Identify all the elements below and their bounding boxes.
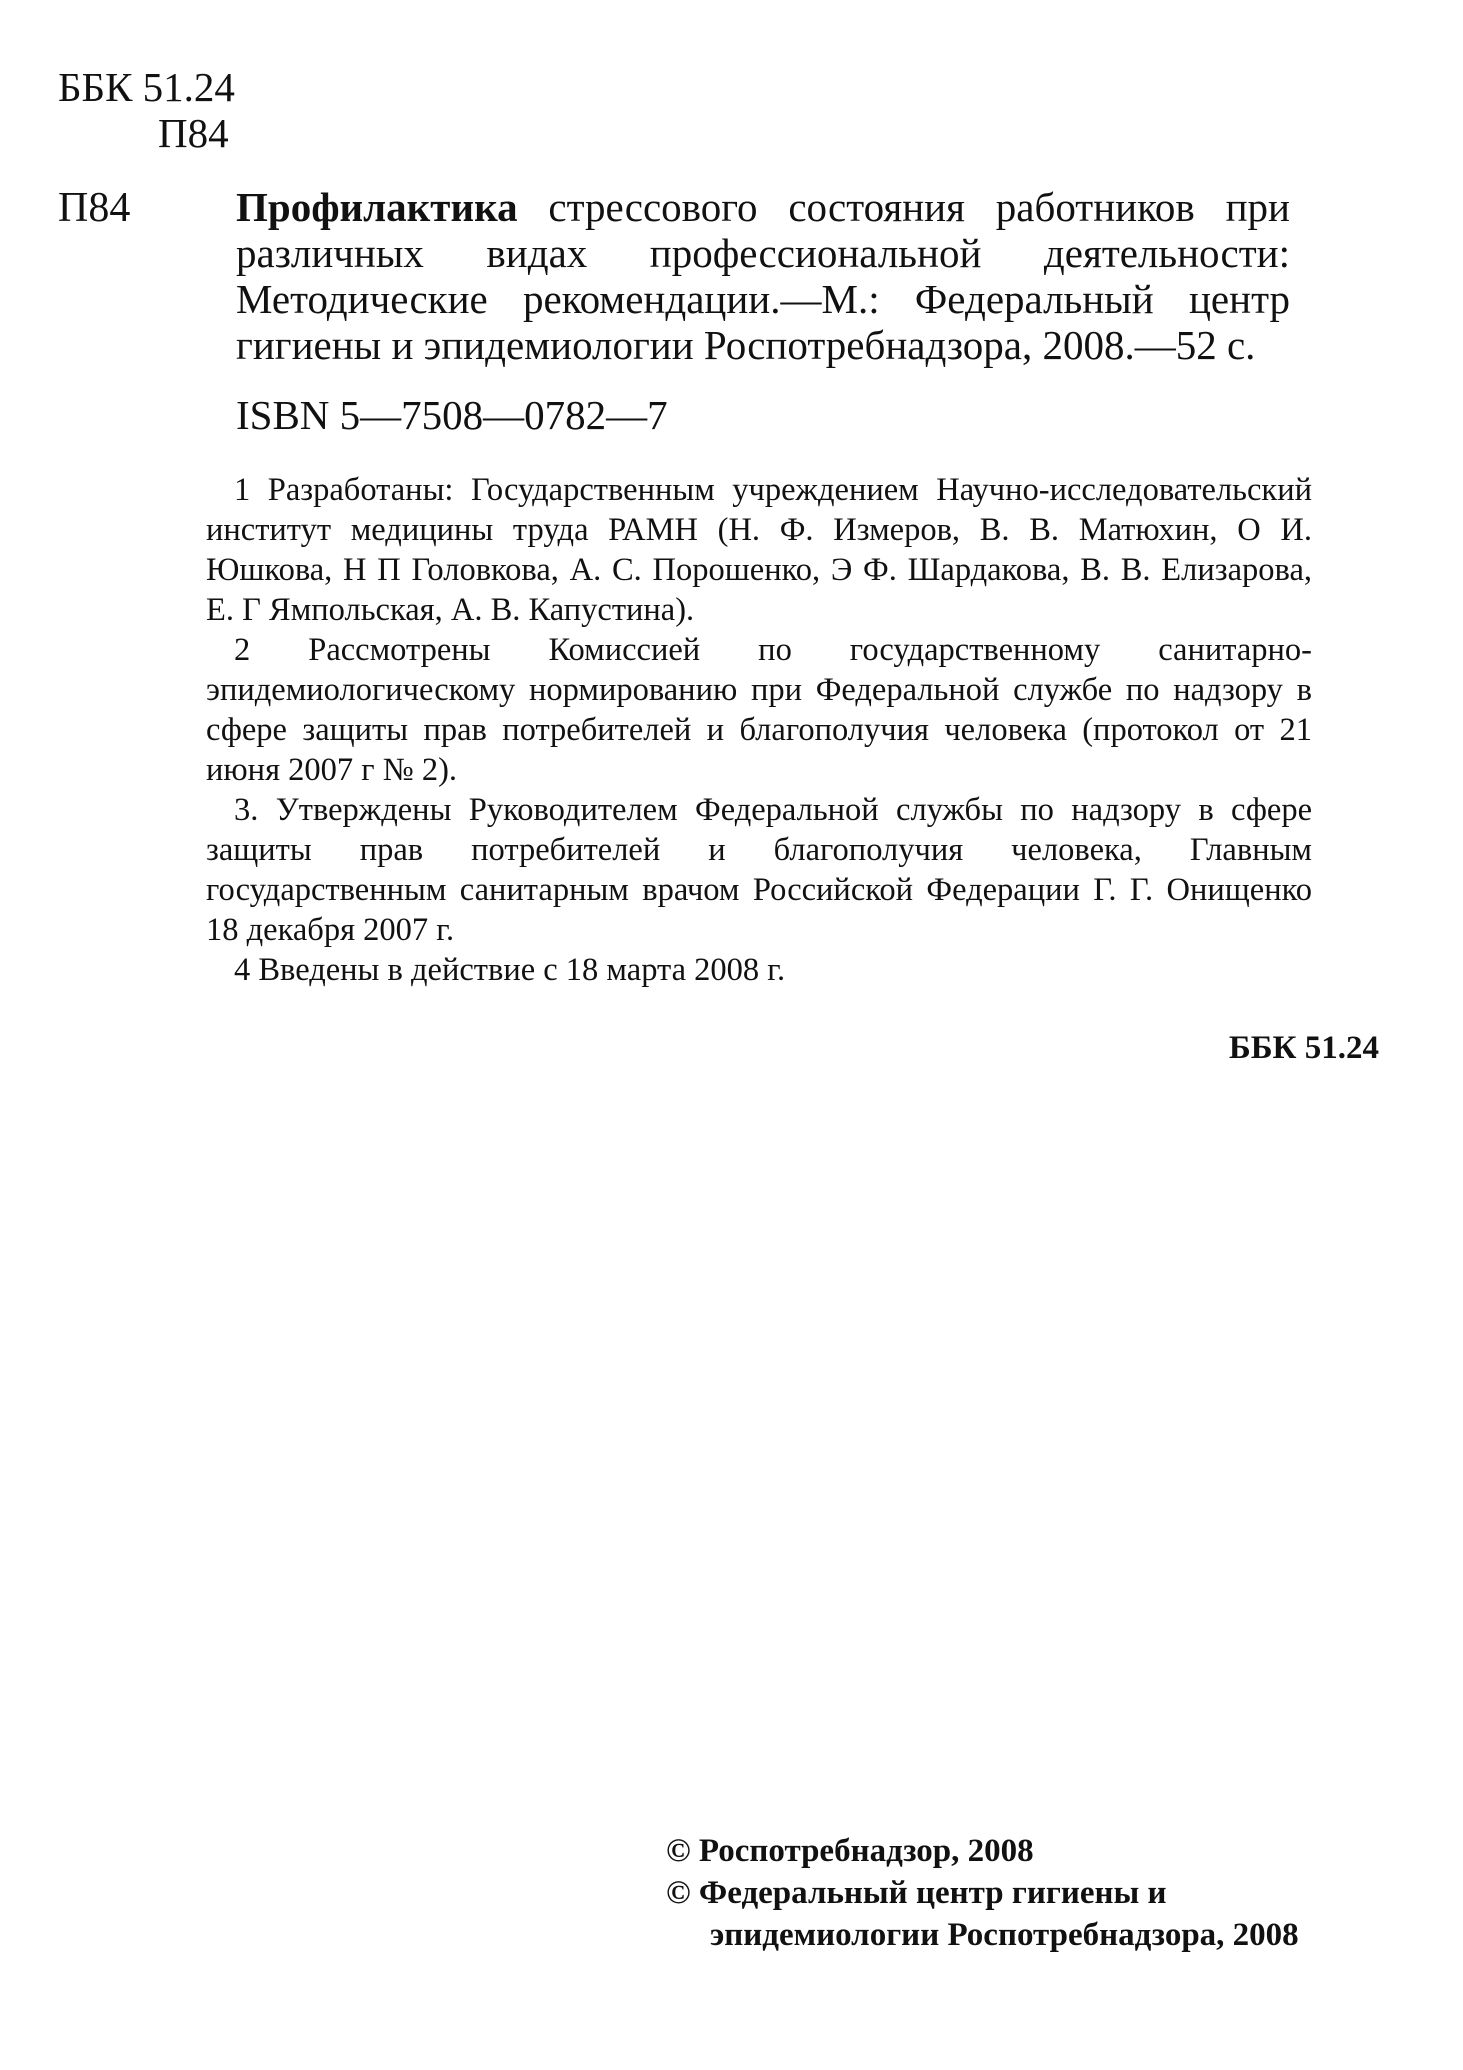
copyright-line-2: © Федеральный центр гигиены и	[666, 1875, 1167, 1911]
copyright-block	[666, 1830, 1299, 1956]
note-developed: 1 Разработаны: Государственным учреждением Научно-исследовательский институт медицины труда РАМН (Н. Ф. Измеров, В. В. Матюхин, О И. Юшкова, Н П Головкова, А. С. Порошенко, Э Ф. Шардакова, В. В. Елизарова, Е. Г Ямпольская, А. В. Капустина).	[206, 472, 1312, 628]
entry-code: П84	[58, 185, 131, 231]
copyright-line-1: © Роспотребнадзор, 2008	[666, 1833, 1034, 1869]
note-approved: 3. Утверждены Руководителем Федеральной службы по надзору в сфере защиты прав потребителей и благополучия человека, Главным государственным санитарным врачом Российской Федерации Г. Г. Онищенко 18 декабря 2007 г.	[206, 792, 1312, 948]
bbk-code: ББК 51.24	[58, 64, 235, 110]
entry-title: Профилактика	[236, 184, 518, 230]
bbk-footer: ББК 51.24	[1228, 1030, 1379, 1066]
author-sign: П84	[158, 110, 229, 156]
entry-description: стрессового состояния работников при различных видах профессиональной деятельности: Методические рекомендации.—М.: Федеральный центр гигиены и эпидемиологии Роспотребнадзора, 2008.—52 с.	[236, 184, 1290, 368]
bibliographic-entry	[236, 184, 1290, 368]
note-effective: 4 Введены в действие с 18 марта 2008 г.	[234, 952, 786, 988]
copyright-line-3: эпидемиологии Роспотребнадзора, 2008	[710, 1917, 1299, 1953]
notes-block	[206, 470, 1312, 990]
isbn: ISBN 5—7508—0782—7	[236, 392, 668, 438]
bbk-header	[58, 64, 235, 156]
note-reviewed: 2 Рассмотрены Комиссией по государственному санитарно-эпидемиологическому нормированию при Федеральной службе по надзору в сфере защиты прав потребителей и благополучия человека (протокол от 21 июня 2007 г № 2).	[206, 632, 1312, 788]
